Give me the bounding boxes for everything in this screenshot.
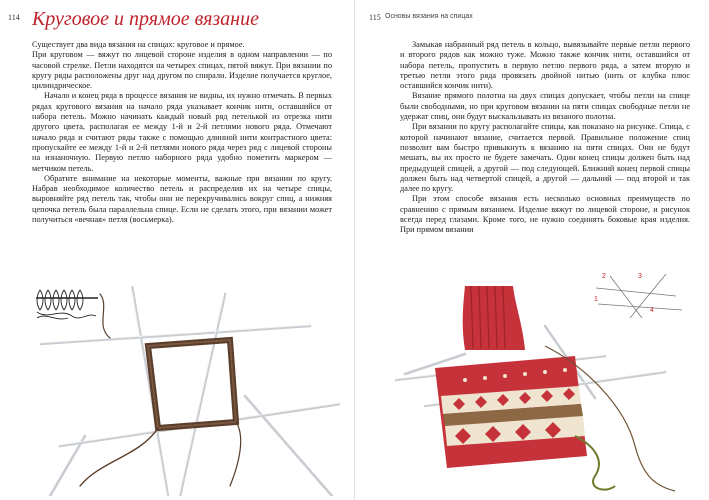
right-page: [355, 0, 709, 500]
paragraph: Вязание прямого полотна на двух спицах допускает, чтобы петли на спице были свободными, но при круговом вязании на пяти спицах свободные петли не удержат спиц, они будут выскальзывать из вязаного полотна.: [400, 91, 690, 122]
right-body-text: [400, 40, 690, 236]
paragraph: Замыкая набранный ряд петель в кольцо, вывязывайте первые петли первого и второго рядов как можно туже. Можно также кончик нити, оставшийся от набора петель, пропустить в первую петлю первого ряда, а затем вторую и третью петли этого ряда провязать двойной нитью (нить от клубка плюс оставшийся кончик нити).: [400, 40, 690, 91]
diagram-label: 4: [650, 307, 654, 314]
diagram-label: 3: [638, 273, 642, 280]
paragraph: При вязании по кругу располагайте спицы, как показано на рисунке. Спица, с которой начинают вязание, считается первой. Правильное положение спиц позволит вам быстро привыкнуть к вязанию на пяти спицах. Они не будут мешать, вы их просто не будете замечать. Один конец спицы должен быть над предыдущей спицей, а другой — под следующей. Ближний конец первой спицы должен быть над четвертой спицей, а другой — дальний — под второй и так далее по кругу.: [400, 122, 690, 194]
paragraph: Обратите внимание на некоторые моменты, важные при вязании по кругу. Набрав необходимое количество петель и распределив их на четыре спицы, выровняйте ряд петель так, чтобы они не перекручивались вокруг спиц, а нижняя цепочка петель была параллельна спице. Если не сделать этого, при вязании может получиться «вечная» петля (восьмерка).: [32, 173, 332, 225]
paragraph: Существует два вида вязания на спицах: круговое и прямое.: [32, 40, 245, 49]
paragraph: При круговом — вяжут по лицевой стороне изделия в одном направлении — по часовой стрелке. Петли находятся на четырех спицах, пятой вяжут. При вязании по кругу ряды расположены друг над другом по спирали. Изделие получается круглое, цилиндрическое.: [32, 50, 332, 91]
page-number-left: 114: [8, 13, 20, 22]
section-title: Круговое и прямое вязание: [32, 8, 259, 30]
knitted-tube-photo: [395, 286, 700, 498]
diagram-label: 2: [602, 273, 606, 280]
running-head: Основы вязания на спицах: [385, 13, 473, 20]
diagram-label: 1: [594, 296, 598, 303]
paragraph: При этом способе вязания есть несколько основных преимуществ по сравнению с прямым вязанием. Изделие вяжут по лицевой стороне, и рисунок всегда перед глазами. Кроме того, не нужно соединять боковые края изделия. При прямом вязании: [400, 194, 690, 235]
paragraph: Начало и конец ряда в процессе вязания не видны, их нужно отмечать. В первых рядах кругового вязания на начало ряда указывает кончик нити, оставшийся от набора петель. Можно начинать каждый новый ряд петелькой из отрезка нити другого цвета, располагая ее между 1-й и 2-й петлями нового ряда. Отмечают начало ряда и считают ряды также с помощью длинной нити контрастного цвета: пропускайте ее между 1-й и 2-й петлями нового ряда через ряд с лицевой стороны на изнаночную. Первую петлю наборного ряда удобно пометить маркером — метчиком петель.: [32, 91, 332, 173]
four-needles-photo: [40, 286, 340, 496]
left-body-text: [32, 40, 332, 225]
page-number-right: 115: [369, 13, 381, 22]
